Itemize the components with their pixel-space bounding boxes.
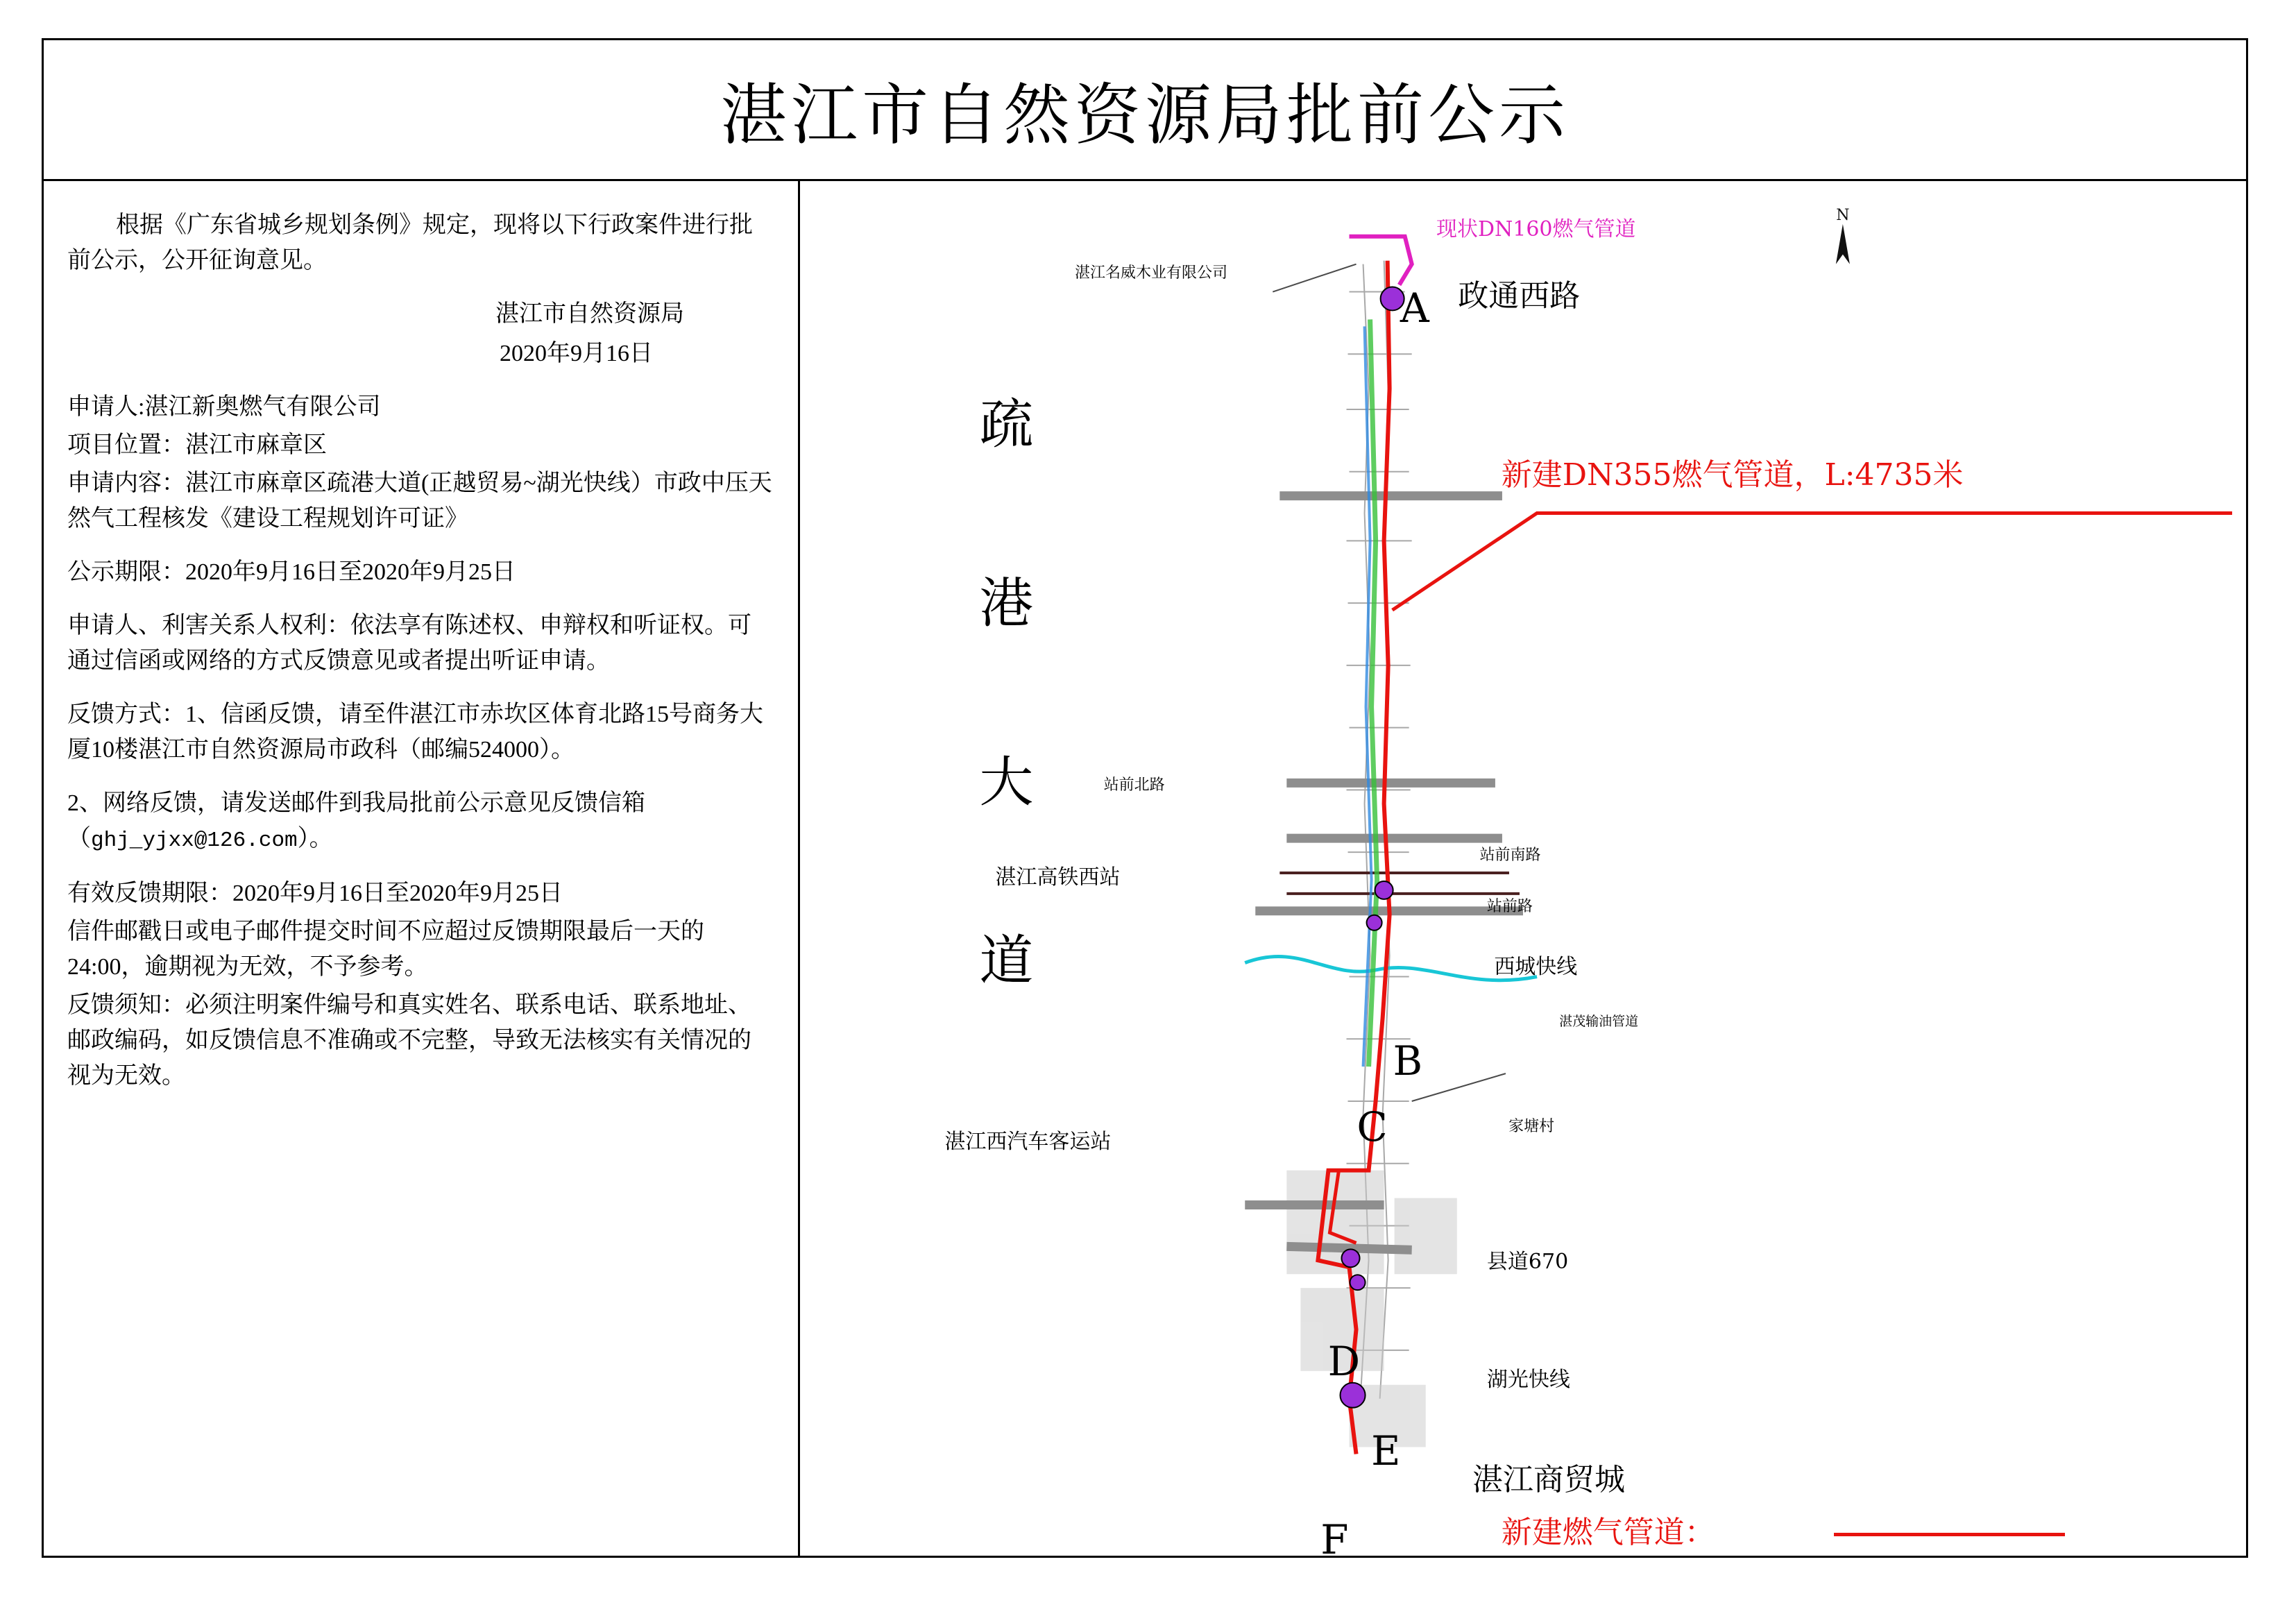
legend-label: 新建燃气管道： bbox=[1501, 1514, 1715, 1550]
feedback-online-suffix: ）。 bbox=[297, 826, 333, 851]
notice-rights: 申请人、利害关系人权利：依法享有陈述权、申辩权和听证权。可通过信函或网络的方式反馈意见或者提出听证申请。 bbox=[67, 613, 751, 674]
notice-intro: 根据《广东省城乡规划条例》规定，现将以下行政案件进行批前公示，公开征询意见。 bbox=[67, 212, 753, 273]
notice-applicant: 申请人:湛江新奥燃气有限公司 bbox=[67, 394, 381, 420]
base-map-blocks bbox=[1286, 1171, 1456, 1447]
label-company: 湛江名威木业有限公司 bbox=[1074, 264, 1227, 282]
label-county-road-670: 县道670 bbox=[1486, 1249, 1569, 1274]
notice-requirements: 反馈须知：必须注明案件编号和真实姓名、联系电话、联系地址、邮政编码，如反馈信息不准确或不完整，导致无法核实有关情况的视为无效。 bbox=[67, 992, 751, 1089]
compass-rose bbox=[1836, 207, 1850, 264]
point-label-c: C bbox=[1357, 1103, 1388, 1151]
feedback-email: ghj_yjxx@126.com bbox=[91, 829, 298, 853]
notice-postmark-note: 信件邮戳日或电子邮件提交时间不应超过反馈期限最后一天的24:00，逾期视为无效，不予参考。 bbox=[67, 918, 704, 980]
new-pipeline-callout-leader bbox=[1393, 513, 2232, 611]
svg-text:N: N bbox=[1836, 206, 1850, 224]
label-zhanqian-south-road: 站前南路 bbox=[1479, 847, 1541, 865]
notice-publicity-period: 公示期限：2020年9月16日至2020年9月25日 bbox=[67, 559, 516, 585]
notice-text-column bbox=[44, 181, 800, 1558]
page-title: 湛江市自然资源局批前公示 bbox=[720, 76, 1570, 154]
notice-project-location: 项目位置：湛江市麻章区 bbox=[67, 432, 327, 458]
road-dark-lines bbox=[1279, 873, 1520, 894]
label-xicheng-express: 西城快线 bbox=[1494, 955, 1578, 980]
notice-valid-period: 有效反馈期限：2020年9月16日至2020年9月25日 bbox=[67, 880, 563, 906]
notice-application-content: 申请内容：湛江市麻章区疏港大道(正越贸易~湖光快线）市政中压天然气工程核发《建设工程规划许可证》 bbox=[67, 470, 772, 532]
point-label-d: D bbox=[1327, 1337, 1361, 1385]
label-huguang-express: 湖光快线 bbox=[1486, 1368, 1570, 1393]
existing-pipeline bbox=[1350, 237, 1412, 285]
title-bar bbox=[44, 40, 2246, 181]
label-bus-station: 湛江西汽车客运站 bbox=[944, 1130, 1112, 1155]
existing-pipeline-label: 现状DN160燃气管道 bbox=[1436, 216, 1636, 241]
notice-feedback-mail: 反馈方式：1、信函反馈，请至件湛江市赤坎区体育北路15号商务大厦10楼湛江市自然资源局市政科（邮编524000）。 bbox=[67, 702, 763, 763]
point-label-a: A bbox=[1400, 284, 1429, 332]
label-gaotie-west-station: 湛江高铁西站 bbox=[995, 865, 1121, 890]
legend-pipeline-swatch bbox=[1834, 1533, 2065, 1536]
notice-page bbox=[42, 38, 2248, 1558]
label-zhanqian-north-road: 站前北路 bbox=[1103, 776, 1165, 794]
road-name-char-1: 疏 bbox=[979, 393, 1034, 456]
notice-issuer: 湛江市自然资源局 bbox=[495, 301, 684, 327]
road-name-char-4: 道 bbox=[979, 930, 1034, 993]
point-label-b: B bbox=[1393, 1037, 1423, 1085]
label-jiatang-village: 家塘村 bbox=[1508, 1118, 1555, 1136]
new-pipeline bbox=[1318, 261, 1389, 1454]
notice-feedback-online bbox=[67, 785, 774, 858]
content-row bbox=[44, 181, 2246, 1558]
label-commerce-city: 湛江商贸城 bbox=[1472, 1462, 1626, 1498]
point-label-e: E bbox=[1371, 1427, 1401, 1475]
point-label-f: F bbox=[1320, 1516, 1349, 1558]
map-column bbox=[800, 181, 2246, 1558]
road-name-char-3: 大 bbox=[979, 751, 1034, 814]
road-name-char-2: 港 bbox=[979, 572, 1034, 635]
feedback-online-prefix: 2、网络反馈，请发送邮件到我局批前公示意见反馈信箱（ bbox=[67, 790, 645, 851]
label-zhanqian-road: 站前路 bbox=[1486, 897, 1533, 915]
label-zhanmao-oil-pipe: 湛茂输油管道 bbox=[1559, 1014, 1639, 1030]
notice-issue-date: 2020年9月16日 bbox=[500, 341, 653, 366]
label-zhengtong-west-road: 政通西路 bbox=[1458, 278, 1581, 314]
new-pipeline-label: 新建DN355燃气管道，L:4735米 bbox=[1501, 457, 1964, 493]
